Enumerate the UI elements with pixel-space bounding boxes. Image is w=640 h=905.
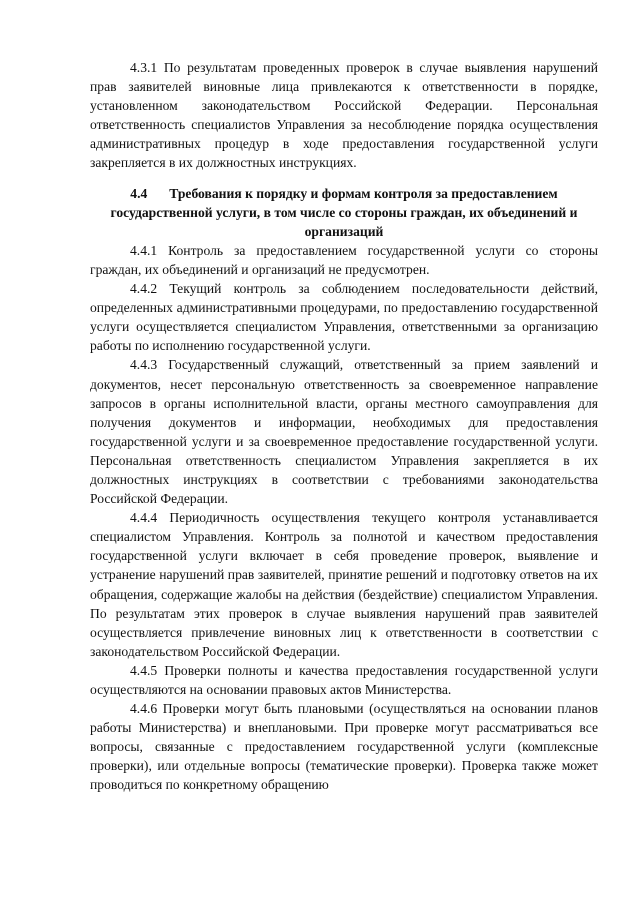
paragraph-4-4-3: 4.4.3 Государственный служащий, ответственный за прием заявлений и документов, несет персональную ответственность за своевременное направление запросов в органы исполнительной власти, органы местного самоуправления для получения документов и информации, необходимых для предоставления государственной услуги и за своевременное предоставление государственной услуги. Персональная ответственность специалистом Управления закрепляется в их должностных инструкциях в соответствии с требованиями законодательства Российской Федерации. <box>90 357 598 507</box>
section-number: 4.4 <box>130 185 148 201</box>
paragraph-4-4-1: 4.4.1 Контроль за предоставлением государственной услуги со стороны граждан, их объединений и организаций не предусмотрен. <box>90 242 598 277</box>
paragraph-4-4-5: 4.4.5 Проверки полноты и качества предоставления государственной услуги осуществляются на основании правовых актов Министерства. <box>90 662 598 697</box>
paragraph-4-3-1: 4.3.1 По результатам проведенных проверок в случае выявления нарушений прав заявителей виновные лица привлекаются к ответственности в порядке, установленном законодательством Российской Федерации. Персональная ответственность специалистов Управления за несоблюдение порядка осуществления административных процедур в ходе предоставления государственной услуги закрепляется в их должностных инструкциях. <box>90 60 598 171</box>
paragraph-4-4-6: 4.4.6 Проверки могут быть плановыми (осуществляться на основании планов работы Министерства) и внеплановыми. При проверке могут рассматриваться все вопросы, связанные с предоставлением государственной услуги (комплексные проверки), или отдельные вопросы (тематические проверки). Проверка также может проводиться по конкретному обращению <box>90 701 598 793</box>
section-heading-4-4 <box>90 184 598 241</box>
document-page <box>90 58 598 795</box>
paragraph-4-4-4: 4.4.4 Периодичность осуществления текущего контроля устанавливается специалистом Управления. Контроль за полнотой и качеством предоставления государственной услуги включает в себя проведение проверок, выявление и устранение нарушений прав заявителей, принятие решений и подготовку ответов на их обращения, содержащие жалобы на действия (бездействие) специалистом Управления. По результатам этих проверок в случае выявления нарушений прав заявителей осуществляется привлечение виновных лиц к ответственности в соответствии с законодательством Российской Федерации. <box>90 510 598 659</box>
paragraph-4-4-2: 4.4.2 Текущий контроль за соблюдением последовательности действий, определенных административными процедурами, по предоставлению государственной услуги осуществляется специалистом Управления, ответственными за организацию работы по исполнению государственной услуги. <box>90 281 598 354</box>
section-title: Требования к порядку и формам контроля за предоставлением государственной услуги, в том числе со стороны граждан, их объединений и организаций <box>110 185 578 239</box>
